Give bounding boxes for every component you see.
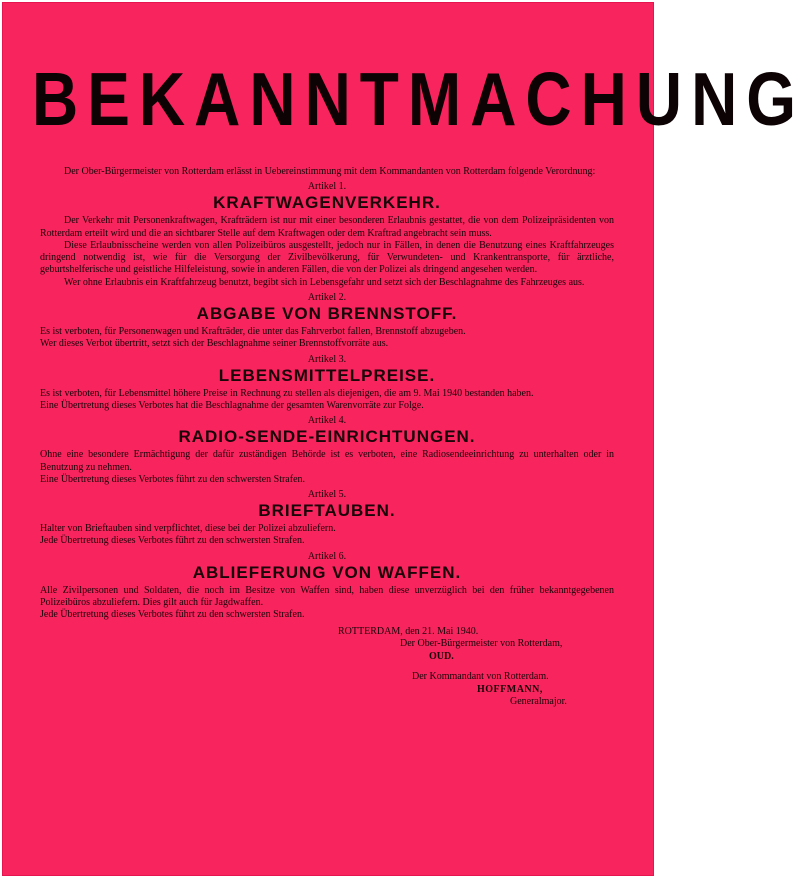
place-date: ROTTERDAM, den 21. Mai 1940. — [338, 625, 479, 637]
article-number: Artikel 5. — [307, 489, 347, 501]
article-paragraph: Wer ohne Erlaubnis ein Kraftfahrzeug benutzt, begibt sich in Lebensgefahr und setzt sich der Beschlagnahme des Fahrzeuges aus. — [64, 276, 585, 288]
article-paragraph: Diese Erlaubnisscheine werden von allen Polizeibüros ausgestellt, jedoch nur in Fällen, in denen die Benutzung eines Kraftfahrzeuges dringend notwendig ist, wie für die Versorgung der Zivilbevölkerung, für Verwundeten- und Krankentransporte, für ärztliche, geburtshelferische und geistliche Hilfeleistung, sowie in anderen Fällen, die von der Polizei als dringend angesehen werden. — [40, 239, 614, 276]
article-paragraph: Ohne eine besondere Ermächtigung der dafür zuständigen Behörde ist es verboten, eine Radiosendeeinrichtung zu unterhalten oder in Benutzung zu nehmen. — [40, 449, 614, 473]
article-number: Artikel 2. — [307, 292, 347, 304]
article-number: Artikel 4. — [307, 415, 347, 427]
signature-block — [40, 626, 614, 709]
commandant-name: HOFFMANN, — [477, 683, 543, 695]
article-paragraph: Es ist verboten, für Lebensmittel höhere Preise in Rechnung zu stellen als diejenigen, die am 9. Mai 1940 bestanden haben. — [40, 387, 534, 399]
article-number: Artikel 3. — [307, 353, 347, 365]
article-paragraph: Eine Übertretung dieses Verbotes führt zu den schwersten Strafen. — [40, 473, 306, 485]
intro-paragraph: Der Ober-Bürgermeister von Rotterdam erlässt in Uebereinstimmung mit dem Kommandanten von Rotterdam folgende Verordnung: — [64, 166, 596, 177]
poster-body — [40, 166, 614, 709]
article-6 — [40, 551, 614, 622]
article-heading: ABGABE VON BRENNSTOFF. — [196, 304, 458, 324]
commandant-rank: Generalmajor. — [510, 696, 567, 708]
article-heading: BRIEFTAUBEN. — [258, 501, 396, 521]
article-2 — [40, 292, 614, 351]
article-paragraph: Eine Übertretung dieses Verbotes hat die Beschlagnahme der gesamten Warenvorräte zur Folge. — [40, 399, 424, 411]
mayor-title: Der Ober-Bürgermeister von Rotterdam, — [400, 638, 563, 650]
article-1 — [40, 181, 614, 289]
article-heading: LEBENSMITTELPREISE. — [218, 365, 436, 385]
article-paragraph: Jede Übertretung dieses Verbotes führt zu den schwersten Strafen. — [40, 609, 305, 621]
article-number: Artikel 1. — [307, 181, 347, 193]
mayor-name: OUD. — [429, 650, 454, 662]
poster-sheet — [2, 2, 805, 876]
article-paragraph: Alle Zivilpersonen und Soldaten, die noch im Besitze von Waffen sind, haben diese unverzüglich bei den früher bekanntgegebenen Polizeibüros abzuliefern. Dies gilt auch für Jagdwaffen. — [40, 584, 614, 609]
article-paragraph: Halter von Brieftauben sind verpflichtet, diese bei der Polizei abzuliefern. — [40, 523, 336, 535]
article-heading: ABLIEFERUNG VON WAFFEN. — [192, 562, 462, 582]
article-5 — [40, 489, 614, 548]
article-paragraph: Es ist verboten, für Personenwagen und Krafträder, die unter das Fahrverbot fallen, Brennstoff abzugeben. — [40, 326, 466, 338]
article-3 — [40, 354, 614, 413]
article-4 — [40, 415, 614, 486]
article-paragraph: Der Verkehr mit Personenkraftwagen, Krafträdern ist nur mit einer besonderen Erlaubnis gestattet, die von dem Polizeipräsidenten von Rotterdam erteilt wird und die an sichtbarer Stelle auf dem Kraftwagen oder dem Kraftrad angebracht sein muss. — [40, 215, 614, 239]
article-paragraph: Wer dieses Verbot übertritt, setzt sich der Beschlagnahme seiner Brennstoffvorräte aus. — [40, 338, 389, 350]
article-paragraph: Jede Übertretung dieses Verbotes führt zu den schwersten Strafen. — [40, 535, 305, 547]
commandant-title: Der Kommandant von Rotterdam. — [412, 671, 549, 683]
poster-title: BEKANNTMACHUNG — [32, 56, 805, 142]
article-heading: KRAFTWAGENVERKEHR. — [213, 193, 441, 213]
article-heading: RADIO-SENDE-EINRICHTUNGEN. — [178, 427, 476, 447]
article-number: Artikel 6. — [307, 550, 347, 562]
